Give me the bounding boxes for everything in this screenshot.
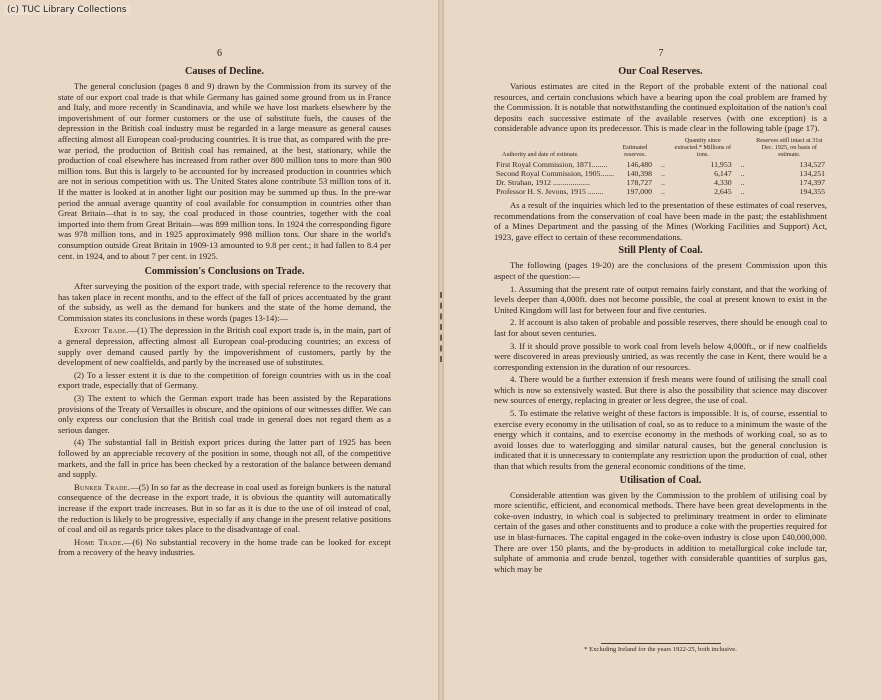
- paragraph: (4) The substantial fall in British export prices during the latter part of 1925 has been followed by an appreciable recovery of the position in some, though not all, of the competitive markets, and the fall in price has been checked by a restoration of the balance between demand and supply.: [58, 437, 391, 480]
- paragraph: Considerable attention was given by the Commission to the problem of utilising coal by more scientific, efficient, and economical methods. There have been great developments in the coke-oven industry, in which coal is subjected to preliminary treatment in order to eliminate certain of the gases and other constituents and to produce a coke with the properties required for use in blast-furnaces. The capital engaged in the coke-oven industry is close upon £40,000,000. There are over 150 plants, and the by-products in addition to metallurgical coke include tar, sulphate of ammonia and crude benzol, together with considerable quantities of surplus gas, which may be: [494, 489, 827, 574]
- table-row: Professor H. S. Jevons, 1915 ........ 197,000 .. 2,645 .. 194,355: [496, 186, 825, 196]
- left-column: [58, 66, 391, 560]
- paragraph: Export Trade.—(1) The depression in the British coal export trade is, in the main, part of a general depression, affecting almost all European coal-producing countries; an excess of supply over demand caused partly by the impoverishment of customers, partly by the development of new coalfields, and partly by the increased use of substitutes.: [58, 325, 391, 368]
- paragraph: 3. If it should prove possible to work coal from levels below 4,000ft., or if new coalfields were discovered in areas previously untried, as was recently the case in Kent, there would be a corresponding extension in the duration of our resources.: [494, 340, 827, 372]
- section-heading: Causes of Decline.: [185, 66, 264, 77]
- subheading-label: Home Trade.: [74, 536, 124, 547]
- table-header: Estimated reserves.: [622, 143, 648, 158]
- right-page: [441, 0, 881, 700]
- subheading-label: Bunker Trade.: [74, 481, 131, 492]
- coal-reserves-table: [494, 137, 827, 196]
- table-row: Dr. Strahan, 1912 ................... 178,727 .. 4,330 .. 174,397: [496, 177, 825, 187]
- page-number: 6: [217, 48, 222, 59]
- table-row: First Royal Commission, 1871........ 146,480 .. 11,953 .. 134,527: [496, 159, 825, 169]
- paragraph: As a result of the inquiries which led to the presentation of these estimates of coal reserves, recommendations from the conservation of coal have been made in the past; the establishment of a Mines Department and the passing of the Mines (Working Facilities and Support) Act, 1923, gave effect to certain of these recommendations.: [494, 199, 827, 242]
- section-heading: Commission's Conclusions on Trade.: [144, 266, 305, 278]
- section-heading: Utilisation of Coal.: [619, 474, 702, 486]
- table-row: Second Royal Commission, 1905....... 140,398 .. 6,147 .. 134,251: [496, 168, 825, 178]
- collection-credit: (c) TUC Library Collections: [4, 5, 130, 15]
- right-column: [494, 66, 827, 576]
- paragraph: The general conclusion (pages 8 and 9) drawn by the Commission from its survey of the state of our export coal trade is that while Germany has gained some ground from us in France and Italy, and more recently in Scandinavia, and while we have lost markets elsewhere by the impoverishment of our former customers or the use of substitute fuels, the causes of the depression in the British coal industry must be regarded in a large measure as general causes affecting almost all European coal-producing countries. It is true that, as compared with the pre-war period, the production of British coal has remained, at the best, stationary, while the production of coal elsewhere has increased from rather over 800 million tons to more than 900 million tons. But this is largely to be accounted for by increased production in countries which are not in serious competition with us. The United States alone contribute 53 million tons of it. If the matter is looked at in another light our position may be summed up thus. In the pre-war period the annual average quantity of coal available for consumption in countries other than Great Britain—that is to say, the coal produced in those countries, together with the coal imported into them from Great Britain—was 899 million tons. In 1924 the corresponding figure was 978 million tons, and in 1925 approximately 998 million tons. Our share in the world's consumption outside Great Britain in 1909-13 amounted to 9.8 per cent.; it had fallen to 8.4 per cent. in 1924, and to about 7 per cent. in 1925.: [58, 81, 391, 261]
- paragraph: 4. There would be a further extension if fresh means were found of utilising the small coal which is now so extensively wasted. But there is also the possibility that science may discover new sources of energy, replacing in greater or less degree, the use of coal.: [494, 374, 827, 406]
- paragraph: 1. Assuming that the present rate of output remains fairly constant, and that the working of levels deeper than 4,000ft. does not become possible, the coal at present known to exist in the United Kingdom will last for between four and five centuries.: [494, 283, 827, 315]
- binding-stitch: [440, 292, 444, 362]
- paragraph: 5. To estimate the relative weight of these factors is impossible. It is, of course, essential to exercise every economy in the utilisation of coal, so as to reduce to a minimum the waste of the energy which it contains, and to exercise economy in the methods of working coal, so as to avoid losses due to waterlogging and similar natural causes, but the general conclusion is indicated that it is unnecessary to contemplate any restriction upon the production of coal, other than that which results from the general economic conditions of the time.: [494, 408, 827, 472]
- footnote: * Excluding Ireland for the years 1922-25, both inclusive.: [584, 646, 737, 653]
- left-page: [0, 0, 440, 700]
- paragraph: (2) To a lesser extent it is due to the competition of foreign countries with us in the coal export trade, especially that of Germany.: [58, 369, 391, 391]
- subheading-label: Export Trade.: [74, 325, 129, 336]
- paragraph: The following (pages 19-20) are the conclusions of the present Commission upon this aspect of the question:—: [494, 260, 827, 281]
- paragraph: (3) The extent to which the German export trade has been assisted by the Reparations provisions of the Treaty of Versailles is obscure, and the opinions of our witnesses differ. We can only express our conclusion that the British coal trade in general does not regard them as a serious danger.: [58, 393, 391, 435]
- page-number: 7: [658, 48, 664, 59]
- paragraph: 2. If account is also taken of probable and possible reserves, there should be enough coal to last for about seven centuries.: [494, 317, 827, 338]
- table-header: Reserves still intact at 31st Dec. 1925, on basis of estimate.: [756, 136, 823, 158]
- table-header: Authority and date of estimate.: [502, 150, 579, 158]
- section-heading: Our Coal Reserves.: [618, 66, 703, 77]
- paragraph: Bunker Trade.—(5) In so far as the decrease in coal used as foreign bunkers is the natural consequence of the decrease in the export trade, it is obvious the quantity will automatically increase if the export trade increases. But in so far as it is due to the use of oil instead of coal, the reduction is likely to be progressive, especially if any change in the present relative positions of coal and oil as regards price takes place to the disadvantage of coal.: [58, 481, 391, 535]
- paragraph: Various estimates are cited in the Report of the probable extent of the national coal resources, and certain conclusions which have a bearing upon the coal problem are framed by the Commission. It is notable that notwithstanding the continued exploitation of the nation's coal deposits each successive estimate of the available reserves (with one exception) is a considerable advance upon its predecessor. This is made clear in the following table (page 17).: [494, 81, 827, 134]
- paragraph: Home Trade.—(6) No substantial recovery in the home trade can be looked for except from a recovery of the heavy industries.: [58, 536, 391, 558]
- paragraph: After surveying the position of the export trade, with special reference to the recovery that has taken place in recent months, and to the effect of the fall of prices accentuated by the grant of the subsidy, as well as the demand for bunkers and the state of the home demand, the Commission states its conclusions in these words (pages 13-14):—: [58, 281, 391, 323]
- section-heading: Still Plenty of Coal.: [618, 245, 703, 257]
- table-header: Quantity since extracted.* Millions of tons.: [674, 136, 732, 158]
- footnote-rule: [601, 643, 721, 644]
